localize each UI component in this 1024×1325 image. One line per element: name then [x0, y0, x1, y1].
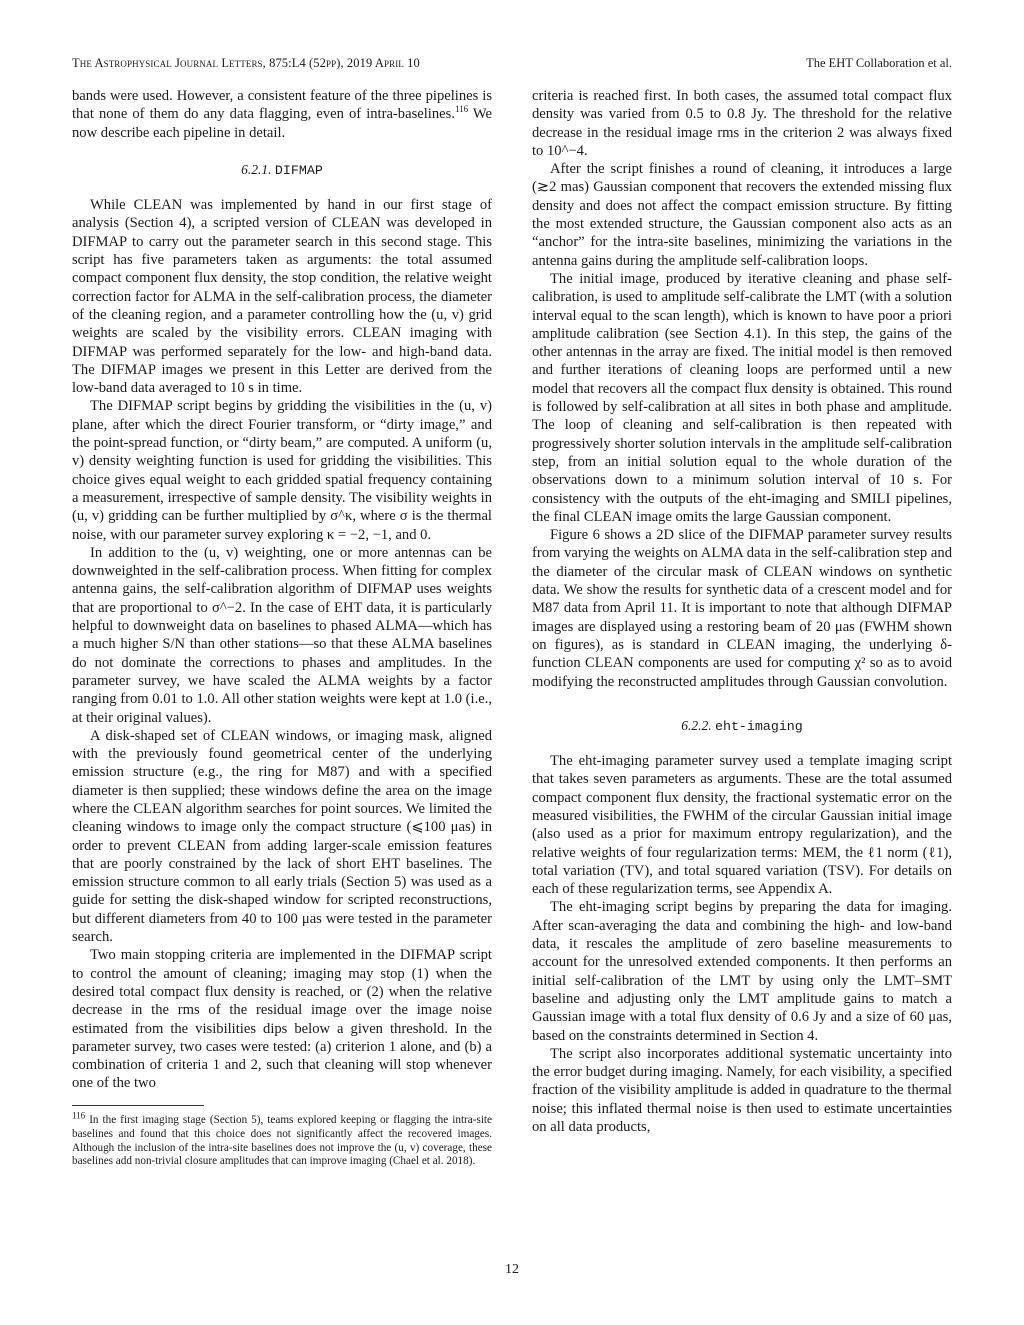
footnote-mark[interactable]: 116 — [454, 104, 469, 115]
authors-header: The EHT Collaboration et al. — [806, 56, 952, 70]
paragraph: criteria is reached first. In both cases, the assumed total compact flux density was varied from 0.5 to 0.8 Jy. The threshold for the relative decrease in the residual image rms in the criterion 2 was always fixed to 10^−4. — [532, 88, 952, 159]
running-header — [72, 56, 952, 74]
paragraph: The script also incorporates additional systematic uncertainty into the error budget during imaging. Namely, for each visibility, a specified fraction of the visibility amplitude is added in quadrature to the thermal noise; this inflated thermal noise is then used to estimate uncertainties on all data products, — [532, 1045, 952, 1136]
paragraph: The initial image, produced by iterative cleaning and phase self-calibration, is used to amplitude self-calibrate the LMT (with a solution interval equal to the scan length), which is known to have poor a priori amplitude calibration (see Section 4.1). In this step, the gains of the other antennas in the array are fixed. The initial model is then removed and further iterations of cleaning loops are performed until a new model that recovers all the compact flux density is obtained. This round is followed by self-calibration at all sites in both phase and amplitude. The loop of cleaning and self-calibration is then repeated with progressively shorter solution intervals in the amplitude self-calibration step, from an initial solution equal to the whole duration of the observations down to a minimum solution interval of 10 s. For consistency with the outputs of the eht-imaging and SMILI pipelines, the final CLEAN image omits the large Gaussian component. — [532, 270, 952, 525]
footnote: $^{116}$ In the first imaging stage (Section 5), teams explored keeping or flagging the intra-site baselines and found that this choice does not significantly affect the recovered images. Although the inclusion of the intra-site baselines does not improve the (u, v) coverage, these baselines add non-trivial closure amplitudes that can improve imaging (Chael et al. 2018). — [72, 1110, 493, 1168]
page-number: 12 — [505, 1262, 519, 1277]
paragraph: While CLEAN was implemented by hand in our first stage of analysis (Section 4), a scripted version of CLEAN was developed in DIFMAP to carry out the parameter search in this second stage. This script has five parameters taken as arguments: the total assumed compact component flux density, the stop condition, the relative weight correction factor for ALMA in the self-calibration process, the diameter of the cleaning region, and a parameter controlling how the (u, v) grid weights are scaled by the visibility errors. CLEAN imaging with DIFMAP was performed separately for the low- and high-band data. The DIFMAP images we present in this Letter are derived from the low-band data averaged to 10 s in time. — [72, 197, 492, 397]
paragraph: The DIFMAP script begins by gridding the visibilities in the (u, v) plane, after which the direct Fourier transform, or “dirty image,” and the point-spread function, or “dirty beam,” are computed. A uniform (u, v) density weighting function is used for gridding the visibilities. This choice gives equal weight to each gridded spatial frequency containing a measurement, irrespective of sample density. The visibility weights in (u, v) gridding can be further multiplied by σ^κ, where σ is the thermal noise, with our parameter survey exploring κ = −2, −1, and 0. — [72, 398, 492, 543]
right-column — [532, 87, 952, 1136]
journal-header: The Astrophysical Journal Letters, 875:L4 (52pp), 2019 April 10 — [72, 56, 420, 70]
section-heading-eht-imaging: 6.2.2. eht-imaging — [681, 717, 803, 734]
paragraph: Two main stopping criteria are implemented in the DIFMAP script to control the amount of cleaning; imaging may stop (1) when the desired total compact flux density is reached, or (2) when the relative decrease in the rms of the residual image over the image noise estimated from the visibilities dips below a given threshold. In the parameter survey, two cases were tested: (a) criterion 1 alone, and (b) a combination of criteria 1 and 2, such that cleaning will stop whenever one of the two — [72, 947, 492, 1092]
footnote-rule — [72, 1105, 204, 1106]
paragraph: The eht-imaging parameter survey used a template imaging script that takes seven parameters as arguments. These are the total assumed compact component flux density, the fractional systematic error on the measured visibilities, the FWHM of the circular Gaussian initial image (also used as a prior for maximum entropy regularization), and the relative weights of four regularization terms: MEM, the ℓ1 norm (ℓ1), total variation (TV), and total squared variation (TSV). For details on each of these regularization terms, see Appendix A. — [532, 753, 952, 898]
paragraph: After the script finishes a round of cleaning, it introduces a large (≳2 mas) Gaussian component that recovers the extended missing flux density and does not affect the compact emission structure. By fitting the most extended structure, the Gaussian component also acts as an “anchor” for the intra-site baselines, minimizing the variations in the antenna gains during the amplitude self-calibration loops. — [532, 161, 952, 269]
paragraph: A disk-shaped set of CLEAN windows, or imaging mask, aligned with the previously found geometrical center of the underlying emission structure (e.g., the ring for M87) and with a specified diameter is then supplied; these windows define the area on the image where the CLEAN algorithm searches for point sources. We limited the cleaning windows to image only the compact structure (⩽100 μas) in order to prevent CLEAN from adding larger-scale emission features that are poorly constrained by the lack of short EHT baselines. The emission structure common to all early trials (Section 5) was used as a guide for setting the disk-shaped window for scripted reconstructions, but different diameters from 40 to 100 μas were tested in the parameter search. — [72, 727, 492, 946]
paragraph: bands were used. However, a consistent feature of the three pipelines is that none of them do any data flagging, even of intra-baselines.$^{116}$ We now describe each pipeline in detail. — [72, 88, 493, 141]
section-heading-difmap: 6.2.1. DIFMAP — [241, 161, 323, 178]
paragraph: Figure 6 shows a 2D slice of the DIFMAP parameter survey results from varying the weights on ALMA data in the self-calibration step and the diameter of the circular mask of CLEAN windows on synthetic data. We show the results for synthetic data of a crescent model and for M87 data from April 11. It is important to note that although DIFMAP images are displayed using a restoring beam of 20 μas (FWHM shown on figures), as is standard in CLEAN imaging, the underlying δ-function CLEAN components are used for computing χ² so as to avoid modifying the reconstructed amplitudes through Gaussian convolution. — [532, 527, 952, 690]
paragraph: The eht-imaging script begins by preparing the data for imaging. After scan-averaging the data and combining the high- and low-band data, it rescales the amplitude of zero baseline measurements to account for the unresolved extended components. It then performs an initial self-calibration of the LMT by using only the LMT–SMT baseline and adjusting only the LMT amplitude gains to match a Gaussian image with a total flux density of 0.6 Jy and a size of 60 μas, based on the constraints determined in Section 4. — [532, 899, 952, 1044]
paragraph: In addition to the (u, v) weighting, one or more antennas can be downweighted in the self-calibration process. When fitting for complex antenna gains, the self-calibration algorithm of DIFMAP uses weights that are proportional to σ^−2. In the case of EHT data, it is particularly helpful to downweight data on baselines to phased ALMA—which has a much higher S/N than other stations—so that these ALMA baselines do not dominate the corrections to phases and amplitudes. In the parameter survey, we have scaled the ALMA weights by a factor ranging from 0.01 to 1.0. All other station weights were kept at 1.0 (i.e., at their original values). — [72, 544, 492, 726]
left-column — [72, 87, 492, 1169]
